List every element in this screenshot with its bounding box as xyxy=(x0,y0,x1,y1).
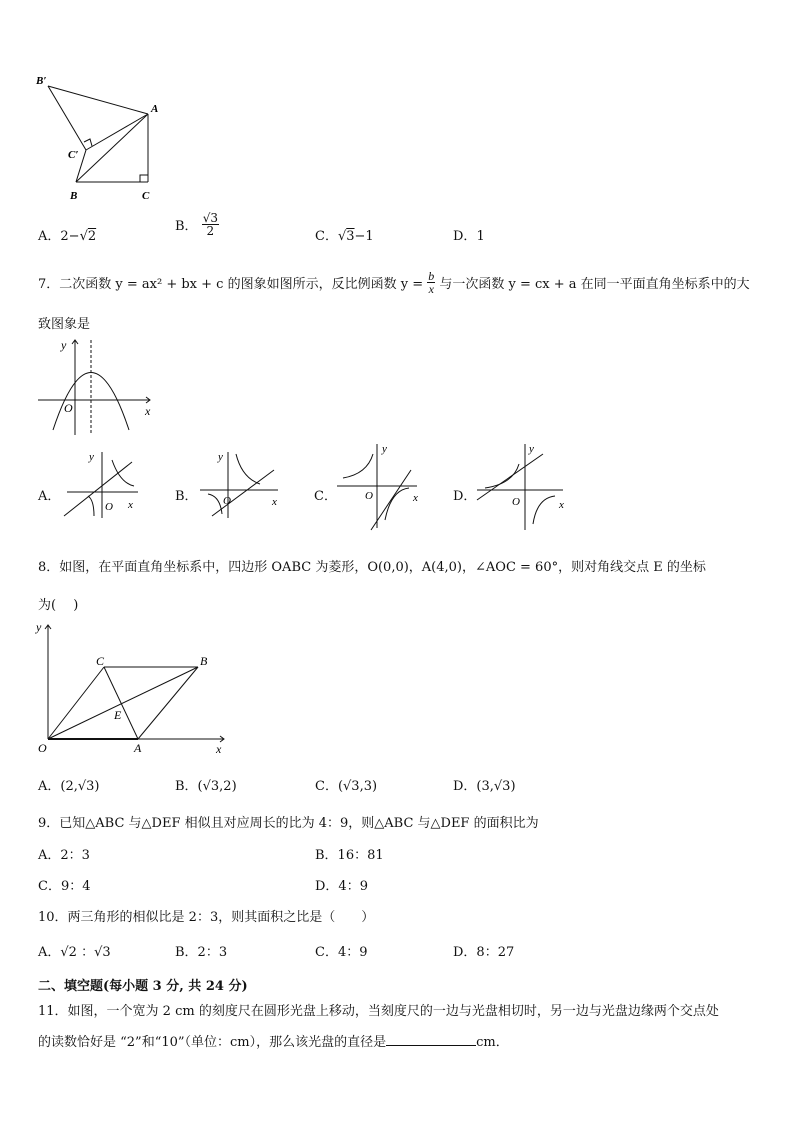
q10-option-c[interactable]: C．4：9 xyxy=(315,945,368,960)
q10-option-a[interactable]: A．√2 ：√3 xyxy=(38,945,111,960)
svg-text:y: y xyxy=(218,451,223,463)
q8-rhombus-figure xyxy=(32,615,232,755)
q9-option-d[interactable]: D．4：9 xyxy=(315,879,368,894)
q7-graph-d xyxy=(475,440,567,532)
q10-option-d[interactable]: D．8：27 xyxy=(453,945,515,960)
q7-stem-line2: 致图象是 xyxy=(38,317,91,332)
q7-option-a[interactable]: A． xyxy=(38,489,61,504)
q7-graph-a xyxy=(62,448,142,520)
q9-option-b[interactable]: B．16：81 xyxy=(315,848,384,863)
svg-text:x: x xyxy=(216,742,222,755)
svg-text:O: O xyxy=(105,501,113,513)
answer-blank[interactable] xyxy=(386,1033,476,1046)
q6-option-a[interactable]: A．2−√2 xyxy=(38,229,97,244)
svg-text:y: y xyxy=(382,443,387,455)
q6-figure xyxy=(30,70,170,205)
q6-option-d[interactable]: D．1 xyxy=(453,229,485,244)
label-c: C xyxy=(142,190,150,202)
q9-option-c[interactable]: C．9：4 xyxy=(38,879,91,894)
q7-option-d[interactable]: D． xyxy=(453,489,477,504)
svg-text:E: E xyxy=(114,708,122,722)
q8-option-c[interactable]: C．(√3,3) xyxy=(315,779,378,794)
svg-text:y: y xyxy=(36,620,42,634)
q10-option-b[interactable]: B．2：3 xyxy=(175,945,228,960)
svg-text:y: y xyxy=(89,451,94,463)
q8-stem-line2: 为( ) xyxy=(38,598,79,613)
svg-text:x: x xyxy=(413,492,418,504)
q7-graph-c xyxy=(335,440,425,532)
label-b: B xyxy=(70,190,78,202)
svg-text:y: y xyxy=(61,338,67,352)
svg-text:O: O xyxy=(365,490,373,502)
svg-text:x: x xyxy=(272,496,277,508)
q7-parabola-figure xyxy=(35,335,160,440)
svg-text:y: y xyxy=(529,443,534,455)
q7-option-b[interactable]: B． xyxy=(175,489,198,504)
svg-text:x: x xyxy=(559,499,564,511)
svg-text:x: x xyxy=(145,404,151,418)
q7-graph-b xyxy=(198,448,283,520)
svg-text:O: O xyxy=(512,496,520,508)
q10-stem: 10．两三角形的相似比是 2：3，则其面积之比是（ ） xyxy=(38,910,375,925)
q9-option-a[interactable]: A．2：3 xyxy=(38,848,90,863)
label-a: A xyxy=(151,103,159,115)
q8-option-d[interactable]: D．(3,√3) xyxy=(453,779,516,794)
q6-option-b[interactable]: B． $\frac{√3}{2}$ xyxy=(175,211,218,238)
svg-text:O: O xyxy=(64,401,73,415)
svg-text:A: A xyxy=(134,741,142,755)
section-heading: 二、填空题(每小题 3 分, 共 24 分) xyxy=(38,979,248,994)
q11-stem-line1: 11．如图，一个宽为 2 cm 的刻度尺在圆形光盘上移动，当刻度尺的一边与光盘相切时，另一边与光盘边缘两个交点处 xyxy=(38,1004,719,1019)
q8-option-b[interactable]: B．(√3,2) xyxy=(175,779,237,794)
svg-text:C: C xyxy=(96,654,105,668)
q7-option-c[interactable]: C． xyxy=(314,489,337,504)
q8-option-a[interactable]: A．(2,√3) xyxy=(38,779,100,794)
q7-stem-line1: 7．二次函数 y = ax² + bx + c 的图象如图所示，反比例函数 y = $\frac{b}{x}$ 与一次函数 y = cx + a 在同一平面直角坐标系中的大 xyxy=(38,269,750,296)
svg-text:x: x xyxy=(128,499,133,511)
label-cprime: C′ xyxy=(68,149,79,161)
q9-stem: 9．已知△ABC 与△DEF 相似且对应周长的比为 4：9，则△ABC 与△DEF 的面积比为 xyxy=(38,816,539,831)
q8-stem-line1: 8．如图，在平面直角坐标系中，四边形 OABC 为菱形，O(0,0)，A(4,0)，∠AOC = 60°，则对角线交点 E 的坐标 xyxy=(38,560,706,575)
svg-text:O: O xyxy=(223,495,231,507)
svg-text:B: B xyxy=(200,654,208,668)
svg-text:O: O xyxy=(38,741,47,755)
q6-option-c[interactable]: C．√3−1 xyxy=(315,229,374,244)
q11-stem-line2: 的读数恰好是 “2”和“10”（单位：cm），那么该光盘的直径是 cm． xyxy=(38,1035,509,1050)
label-bprime: B′ xyxy=(36,75,47,87)
